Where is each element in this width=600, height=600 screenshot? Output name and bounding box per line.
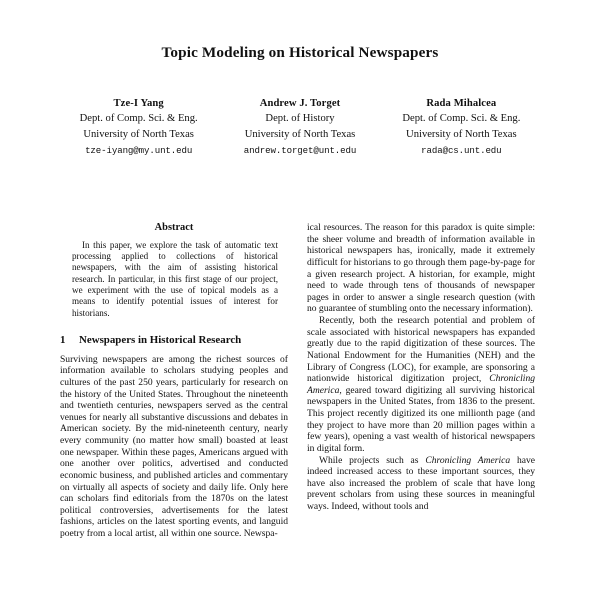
author-institution: University of North Texas (244, 128, 356, 140)
abstract-body: In this paper, we explore the task of automatic text processing applied to collections of historical newspapers, with the aim of assisting historical research. In particular, in this first stage of our project, we experiment with the use of topical models as a means to identify potential issues of interest for historians. (72, 239, 278, 318)
author-entry (381, 96, 542, 158)
author-block (58, 96, 542, 158)
author-name: Andrew J. Torget (259, 98, 341, 109)
text-run: have indeed increased access to these important sources, they have also increased the problem of scale that have long prevent scholars from using these sources in meaningful ways. Indeed, without tools and (307, 454, 535, 512)
text-run: While projects such as (319, 454, 426, 466)
section-number: 1 (60, 334, 66, 347)
author-entry (219, 96, 380, 158)
paper-title: Topic Modeling on Historical Newspapers (161, 44, 439, 61)
section-heading-1 (60, 335, 288, 347)
author-department: Dept. of Comp. Sci. & Eng. (402, 113, 521, 125)
text-run: , geared toward digitizing all surviving historical newspapers in the United States, from 1836 to the present. This project recently digitized its one millionth page (and they project to have more than 20 million pages within a few years), opening a vast wealth of historical newspapers in digital form. (307, 384, 535, 454)
author-department: Dept. of History (265, 113, 335, 125)
author-department: Dept. of Comp. Sci. & Eng. (79, 113, 198, 125)
body-paragraph (307, 222, 535, 315)
body-paragraph: Surviving newspapers are among the richest sources of information available to scholars studying peoples and cultures of the past 250 years, particularly for research on the history of the United States. Throughout the nineteenth and twentieth centuries, newspapers served as the central venues for nearly all substantive discussions and debates in American society. By the mid-nineteenth century, nearly every community (no matter how small) boasted at least one newspaper. Within these pages, Americans argued with one another over politics, advertised and conducted economic business, and published articles and commentary on virtually all aspects of society and daily life. Only here can scholars find editorials from the 1870s on the latest political controversies, advertisements for the latest fashions, articles on the latest sporting events, and languid poetry from a local artist, all within one source. Newspa- (60, 353, 288, 540)
body-paragraph (307, 315, 535, 455)
author-entry (58, 96, 219, 158)
author-institution: University of North Texas (406, 128, 517, 140)
italic-title: Chronicling America (307, 373, 535, 396)
author-name: Tze-I Yang (113, 98, 164, 109)
author-email[interactable]: tze-iyang@my.unt.edu (85, 144, 193, 156)
author-email[interactable]: andrew.torget@unt.edu (243, 144, 357, 156)
abstract-heading: Abstract (154, 222, 194, 233)
section-title: Newspapers in Historical Research (79, 334, 242, 347)
body-paragraph (307, 455, 535, 513)
text-run: ical resources. The reason for this paradox is quite simple: the sheer volume and breadth of information available in historical newspapers has, ironically, made it extremely difficult for historians to go through them page-by-page for a given research project. A historian, for example, might need to wade through tens of thousands of newspaper pages in order to answer a single research question (with no guarantee of stumbling onto the necessary information). (307, 222, 535, 315)
author-institution: University of North Texas (83, 128, 194, 140)
author-email[interactable]: rada@cs.unt.edu (421, 144, 502, 156)
right-column (307, 222, 535, 513)
author-name: Rada Mihalcea (426, 98, 497, 109)
text-run: Recently, both the research potential and problem of scale associated with historical newspapers has expanded greatly due to the rapid digitization of these sources. The National Endowment for the Humanities (NEH) and the Library of Congress (LOC), for example, are sponsoring a nationwide historical digitization project, (307, 315, 535, 385)
left-column (60, 222, 288, 540)
italic-title: Chronicling America (425, 454, 511, 466)
